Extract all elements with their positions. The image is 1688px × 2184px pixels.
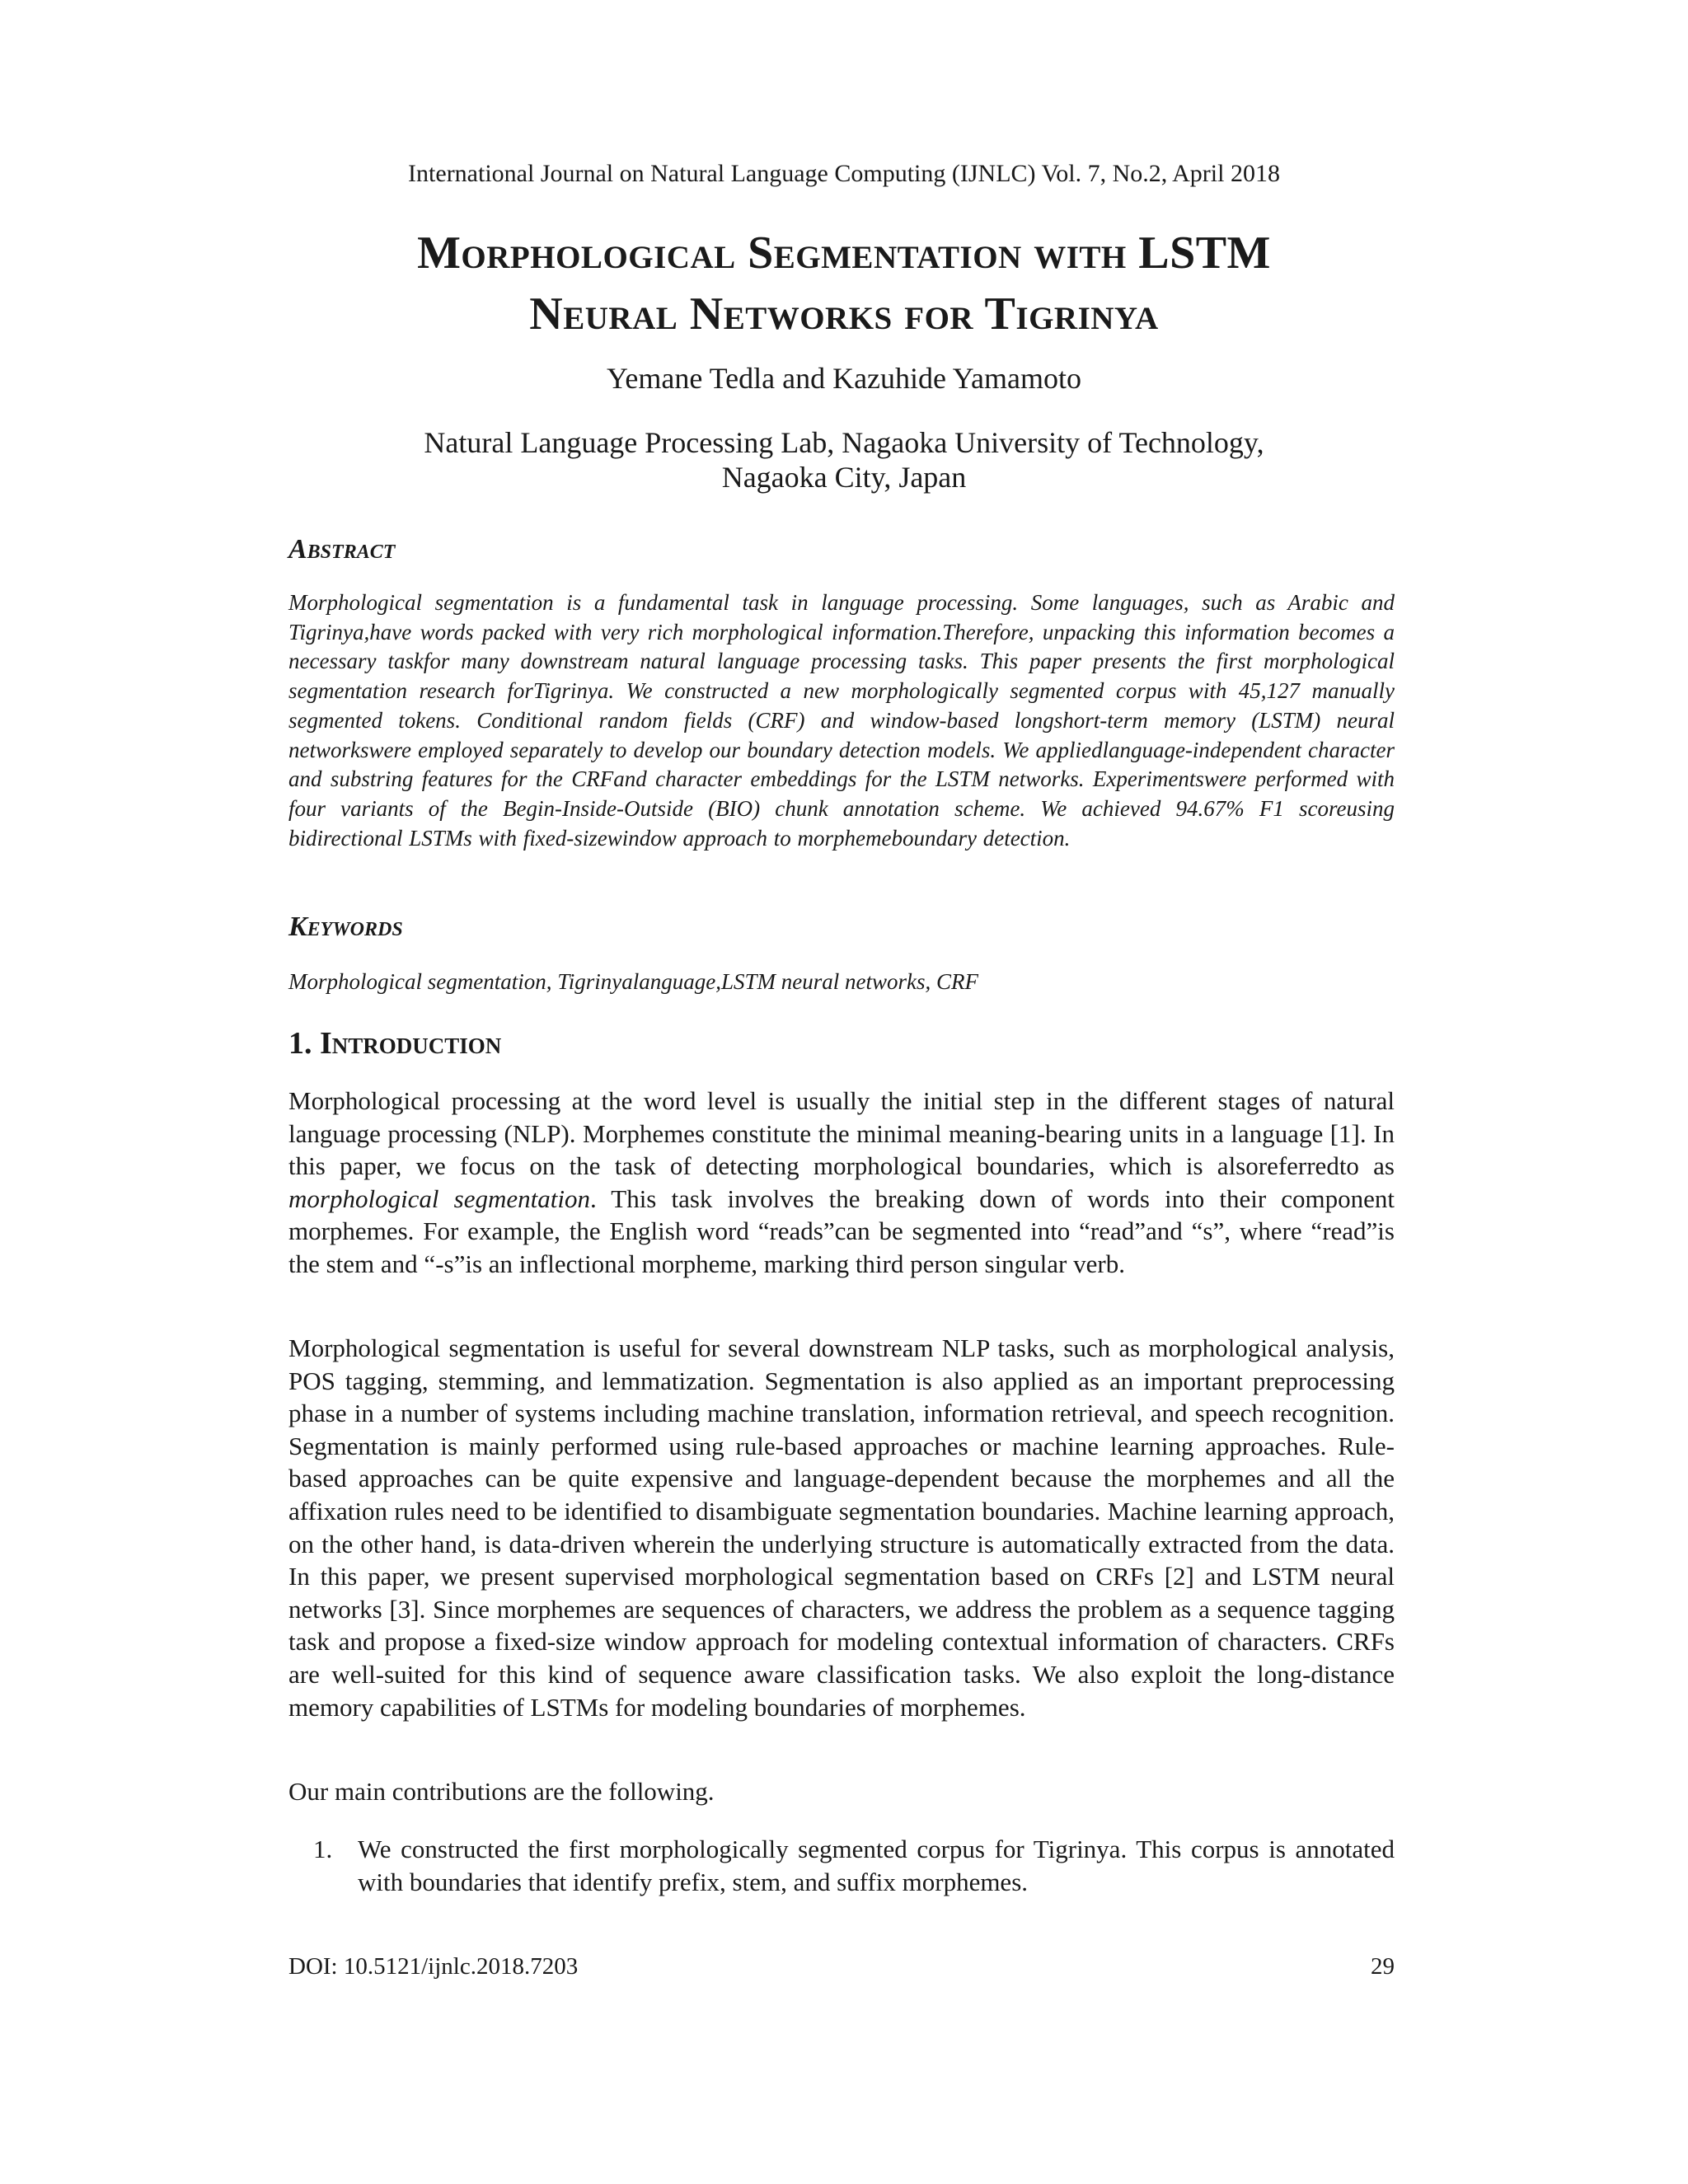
footer-page-number: 29 (1371, 1953, 1395, 1980)
affiliation-line-2: Nagaoka City, Japan (721, 461, 967, 494)
paragraph-1-text-end: . This task involves the breaking down of words into their component morphemes. For example, the English word “reads”can be segmented into “read”and “s”, where “read”is the stem and “-s”is an inflectional morpheme, marking third person singular verb. (288, 1183, 1395, 1278)
contributions-list (288, 1833, 1395, 1898)
journal-running-header: International Journal on Natural Language Computing (IJNLC) Vol. 7, No.2, April 2018 (408, 160, 1280, 187)
list-item (288, 1833, 1395, 1898)
paper-title (165, 223, 1523, 344)
abstract-text: Morphological segmentation is a fundamental task in language processing. Some languages, such as Arabic and Tigrinya,have words packed with very rich morphological information.Therefore, unpacking this information becomes a necessary taskfor many downstream natural language processing tasks. This paper presents the first morphological segmentation research forTigrinya. We constructed a new morphologically segmented corpus with 45,127 manually segmented tokens. Conditional random fields (CRF) and window-based longshort-term memory (LSTM) neural networkswere employed separately to develop our boundary detection models. We appliedlanguage-independent character and substring features for the CRFand character embeddings for the LSTM networks. Experimentswere performed with four variants of the Begin-Inside-Outside (BIO) chunk annotation scheme. We achieved 94.67% F1 scoreusing bidirectional LSTMs with fixed-sizewindow approach to morphemeboundary detection. (288, 590, 1395, 851)
introduction-paragraph-3: Our main contributions are the following. (288, 1777, 715, 1806)
introduction-paragraph-2: Morphological segmentation is useful for several downstream NLP tasks, such as morphological analysis, POS tagging, stemming, and lemmatization. Segmentation is also applied as an important preprocessing phase in a number of systems including machine translation, information retrieval, and speech recognition. Segmentation is mainly performed using rule-based approaches or machine learning approaches. Rule-based approaches can be quite expensive and language-dependent because the morphemes and all the affixation rules need to be identified to disambiguate segmentation boundaries. Machine learning approach, on the other hand, is data-driven wherein the underlying structure is automatically extracted from the data. In this paper, we present supervised morphological segmentation based on CRFs [2] and LSTM neural networks [3]. Since morphemes are sequences of characters, we address the problem as a sequence tagging task and propose a fixed-size window approach for modeling contextual information of characters. CRFs are well-suited for this kind of sequence aware classification tasks. We also exploit the long-distance memory capabilities of LSTMs for modeling boundaries of morphemes. (288, 1333, 1395, 1722)
introduction-paragraph-1 (288, 1085, 1395, 1281)
footer-doi: DOI: 10.5121/ijnlc.2018.7203 (288, 1953, 579, 1980)
paper-title-line-1: Morphological Segmentation with LSTM (417, 227, 1271, 279)
emphasized-term: morphological segmentation (288, 1183, 590, 1213)
paragraph-1-text-start: Morphological processing at the word level is usually the initial step in the different stages of natural language processing (NLP). Morphemes constitute the minimal meaning-bearing units in a language [1]. In this paper, we focus on the task of detecting morphological boundaries, which is alsoreferredto as (288, 1086, 1395, 1181)
author-affiliation (247, 425, 1441, 494)
abstract-heading: Abstract (288, 534, 396, 565)
keywords-text: Morphological segmentation, Tigrinyalanguage,LSTM neural networks, CRF (288, 969, 978, 994)
affiliation-line-1: Natural Language Processing Lab, Nagaoka University of Technology, (424, 426, 1264, 459)
introduction-heading: 1. Introduction (288, 1026, 502, 1061)
paper-authors: Yemane Tedla and Kazuhide Yamamoto (606, 362, 1082, 395)
keywords-heading: Keywords (288, 912, 403, 942)
list-item-number: 1. (313, 1835, 333, 1863)
paper-title-line-2: Neural Networks for Tigrinya (529, 288, 1159, 340)
list-item-text: We constructed the first morphologically segmented corpus for Tigrinya. This corpus is annotated with boundaries that identify prefix, stem, and suffix morphemes. (358, 1835, 1395, 1896)
